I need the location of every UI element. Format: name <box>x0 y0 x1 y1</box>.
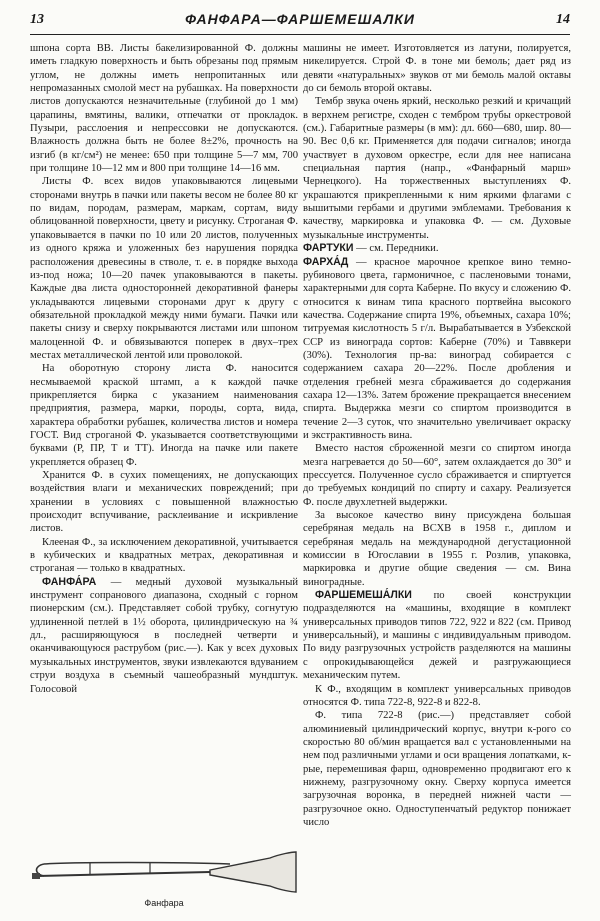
headword: ФАРШЕМЕША́ЛКИ <box>315 589 412 602</box>
figure-fanfara <box>30 842 298 912</box>
headword: ФАНФА́РА <box>42 575 97 588</box>
entry-fartuki <box>303 242 571 255</box>
paragraph: Вместо настоя сброженной мезги со спиртом иногда мезга нагревается до 50—60°, затем охлаждается до 30° и прессуется. Полученное сусло сбраживается и спиртуется до требуемых кондиций по спирту и сахару. Реализуется Ф. после двухлетней выдержки. <box>303 443 571 508</box>
paragraph: За высокое качество вину присуждена большая серебряная медаль на ВСХВ в 1958 г., диплом и серебряная медаль на международной дегустационной комиссии в Югославии в 1955 г. Розлив, упаковка, маркировка и другие общие сведения — см. Вина виноградные. <box>303 510 571 588</box>
paragraph: Хранится Ф. в сухих помещениях, не допускающих воздействия влаги и механических повреждений; при хранении в условиях с повышенной влажностью происходит вспучивание, расклеивание и искривление листов. <box>30 470 298 535</box>
headword: ФАРХА́Д <box>303 255 349 268</box>
paragraph: Тембр звука очень яркий, несколько резкий и кричащий в верхнем регистре, сходен с тембром трубы оркестровой (см.). Габаритные размеры (в мм): дл. 660—680, шир. 80—90. Вес 0,6 кг. Применяется для подачи сигналов; иногда участвует в духовом оркестре, если для нее написана специальная партия (напр., «Фанфарный марш» Чернецкого). На торжественных выступлениях Ф. украшаются прикрепленными к ним яркими флагами с вышитыми гербами и другими эмблемами. Требования к качеству, маркировка и упаковка Ф. — см. Духовые музыкальные инструменты. <box>303 96 571 241</box>
paragraph: На оборотную сторону листа Ф. наносится несмываемой краской штамп, а к каждой пачке прикрепляется бирка с указанием наименования предприятия, размера, марки, породы, сорта, вида, характера обработки рубашек, количества листов и номера ГОСТ. Вид строганой Ф. указывается соответствующими буквами (Р, ПР, Т и ТТ). Иногда на пачке или пакете укрепляется образец Ф. <box>30 363 298 468</box>
paragraph: шпона сорта ВВ. Листы бакелизированной Ф. должны иметь гладкую поверхность и быть обрезаны под прямым углом, не должны иметь непропитанных или непромазанных смолой мест на рубашках. На поверхности листов допускаются незначительные (глубиной до 1 мм) царапины, вмятины, валики, отпечатки от прокладок. Пузыри, расслоения и непрессовки не допускаются. Влажность должна быть не более 8±2%, прочность на изгиб (в кг/см²) не менее: 650 при толщине 5—7 мм, 700 при толщине 10—12 мм и 800 при толщине 14—16 мм. <box>30 43 298 175</box>
paragraph: Ф. типа 722-8 (рис.—) представляет собой алюминиевый цилиндрический корпус, внутри к-рого со скоростью 80 об/мин вращается вал с установленными на нем под различными углами и оси вращения лопатками, к-рые, перемешивая фарш, одновременно продвигают его к нижнему, разгрузочному окну. Сверху корпуса имеется загрузочная воронка, в передней нижней части — разгрузочное окно. Одноступенчатый редуктор понижает число <box>303 710 571 828</box>
entry-text: — медный духовой музыкальный инструмент сопранового диапазона, сходный с горном пионерским (см.). Представляет собой трубку, согнутую удлиненной петлей в 1½ оборота, цилиндрическую на ¾ дл., расширяющуюся в последней четверти и оканчивающуюся раструбом (рис.—). Как у всех духовых музыкальных инструментов, звуки извлекаются вдуванием струи воздуха в съемный чашеобразный мундштук. Голосовой <box>30 576 298 695</box>
page-header <box>30 10 570 35</box>
left-column <box>30 42 298 887</box>
entry-text: — см. Передники. <box>353 243 439 255</box>
page-number-right: 14 <box>556 12 570 27</box>
paragraph: Листы Ф. всех видов упаковываются лицевыми сторонами внутрь в пачки или пакеты весом не более 80 кг по видам, породам, размерам, маркам, сортам, виду облицованной поверхности, цвету и рисунку. Строганая Ф. упаковывается в пачки по 10 или 20 листов, полученных из одного кряжа и уложенных без нарушения порядка расположения древесины в стволе, т. е. в порядке выхода из-под ножа; 10—20 пачек упаковываются в пакеты. Каждые два листа односторонней декоративной фанеры укладываются лицевыми сторонами друг к другу с обязательной прокладкой между ними бумаги. Пачки или пакеты снизу и сверху покрываются листами или шпоном малоценной Ф. и обвязываются поперек в двух–трех местах металлической лентой или проволокой. <box>30 176 298 361</box>
paragraph: Клееная Ф., за исключением декоративной, учитывается в кубических и квадратных метрах, декоративная и строганая — только в квадратных. <box>30 536 298 575</box>
entry-farshemeshalki <box>303 589 571 682</box>
figure-caption: Фанфара <box>144 898 184 908</box>
entry-farhad <box>303 256 571 443</box>
entry-text: — красное марочное крепкое вино темно-рубинового цвета, гармоничное, с пасленовыми тонами, характерными для сорта Каберне. По вкусу и сложению Ф. относится к винам типа красного портвейна высокого качества. Содержание спирта 19%, объемных, сахара 10%; титруемая кислотность 5 г/л. Вырабатывается в Узбекской ССР из винограда сортов: Каберне (70%) и Таввкери (30%). Технология пр-ва: виноград собирается с содержанием сахара 20—22%. После дробления и отделения гребней мезга сбраживается до содержания сахара 12—13%. Затем брожение прекращается внесением спирта. Выдержка мезги со спиртом производится в течение 2—3 суток, что значительно увеличивает окраску и экстрактивность вина. <box>303 256 571 441</box>
page-number-left: 13 <box>30 12 44 27</box>
entry-fanfara <box>30 576 298 696</box>
running-head: ФАНФАРА—ФАРШЕМЕШАЛКИ <box>185 11 415 27</box>
paragraph: машины не имеет. Изготовляется из латуни, полируется, никелируется. Строй Ф. в тоне ми бемоль; дает ряд из девяти «натуральных» звуков от ми бемоль малой октавы до си бемоль второй октавы. <box>303 43 571 95</box>
headword: ФАРТУКИ <box>303 242 354 255</box>
fanfara-illustration <box>30 842 298 898</box>
entry-text: по своей конструкции подразделяются на «машины, входящие в комплект универсальных приводов типов 722, 922 и 822 (см. Привод универсальный), и машины с индивидуальным приводом. По виду разгрузочных устройств разделяются на машины с опрокидывающейся дежей и разгружающиеся механическим путем. <box>303 590 571 682</box>
paragraph: К Ф., входящим в комплект универсальных приводов относятся Ф. типа 722-8, 922-8 и 822-8. <box>303 683 571 708</box>
right-column <box>303 42 571 914</box>
